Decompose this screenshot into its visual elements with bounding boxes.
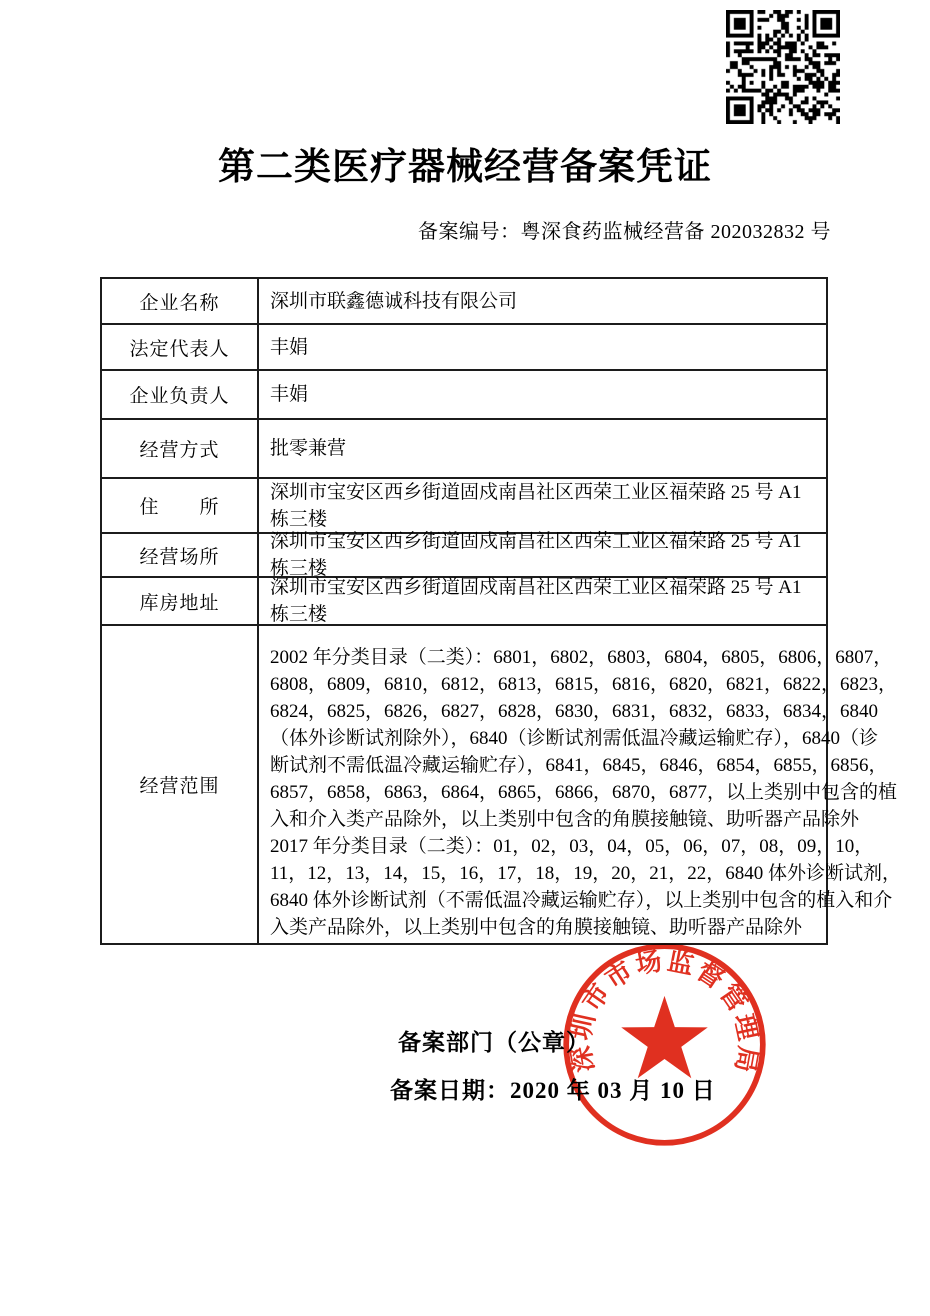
row-value: 深圳市宝安区西乡街道固戍南昌社区西荣工业区福荣路 25 号 A1 栋三楼 — [270, 531, 802, 579]
row-value: 深圳市宝安区西乡街道固戍南昌社区西荣工业区福荣路 25 号 A1 栋三楼 — [270, 481, 802, 530]
row-label: 住 所 — [102, 479, 259, 532]
scope-line: （体外诊断试剂除外），6840（诊断试剂需低温冷藏运输贮存），6840（诊 — [270, 728, 879, 749]
row-label: 库房地址 — [102, 578, 259, 624]
table-row-legal-representative — [102, 325, 826, 371]
row-value: 批零兼营 — [270, 438, 347, 459]
filing-date-label: 备案日期：2020 年 03 月 10 日 — [390, 1078, 716, 1103]
row-value — [259, 626, 913, 943]
seal-text: 深圳市市场监督管理局 — [566, 946, 763, 1075]
official-seal — [561, 941, 768, 1148]
row-value: 深圳市联鑫德诚科技有限公司 — [270, 290, 518, 312]
scope-line: 6808，6809，6810，6812，6813，6815，6816，6820，6821，6822，6823， — [270, 674, 898, 695]
qr-code — [726, 10, 840, 124]
scope-line: 2002 年分类目录（二类）：6801，6802，6803，6804，6805，6806，6807， — [270, 647, 893, 668]
scope-line: 入类产品除外，以上类别中包含的角膜接触镜、助听器产品除外 — [270, 917, 803, 938]
row-label: 经营场所 — [102, 534, 259, 576]
row-label: 企业名称 — [102, 279, 259, 323]
table-row-business-scope — [102, 626, 902, 943]
row-value: 丰娟 — [270, 384, 309, 405]
scope-line: 断试剂不需低温冷藏运输贮存），6841，6845，6846，6854，6855，6856， — [270, 755, 888, 776]
scope-line: 6824，6825，6826，6827，6828，6830，6831，6832，6833，6834，6840 — [270, 701, 879, 722]
star-icon — [621, 996, 708, 1078]
table-row-business-premises — [102, 531, 826, 579]
table-row-residence — [102, 479, 826, 534]
scope-line: 2017 年分类目录（二类）：01，02，03，04，05，06，07，08，09，10， — [270, 836, 874, 857]
record-number: 备案编号：粤深食药监械经营备 202032832 号 — [418, 221, 831, 243]
page-title: 第二类医疗器械经营备案凭证 — [218, 147, 712, 188]
row-label: 企业负责人 — [102, 371, 259, 418]
row-value: 丰娟 — [270, 336, 309, 358]
row-label: 经营方式 — [102, 420, 259, 477]
table-row-enterprise-head — [102, 371, 826, 420]
filing-department-label: 备案部门（公章） — [398, 1030, 590, 1055]
table-row-warehouse-address — [102, 578, 826, 626]
certificate-table — [100, 277, 902, 945]
table-row-business-mode — [102, 420, 826, 479]
scope-line: 11，12，13，14，15，16，17，18，19，20，21，22，6840 体外诊断试剂， — [270, 863, 902, 884]
scope-line: 6857，6858，6863，6864，6865，6866，6870，6877，以上类别中包含的植 — [270, 782, 898, 803]
scope-line: 6840 体外诊断试剂（不需低温冷藏运输贮存），以上类别中包含的植入和介 — [270, 890, 893, 911]
scope-line: 入和介入类产品除外，以上类别中包含的角膜接触镜、助听器产品除外 — [270, 809, 860, 830]
row-value: 深圳市宝安区西乡街道固戍南昌社区西荣工业区福荣路 25 号 A1 栋三楼 — [270, 577, 802, 625]
row-label: 法定代表人 — [102, 325, 259, 369]
row-label: 经营范围 — [102, 626, 259, 943]
table-row-company-name — [102, 279, 826, 325]
